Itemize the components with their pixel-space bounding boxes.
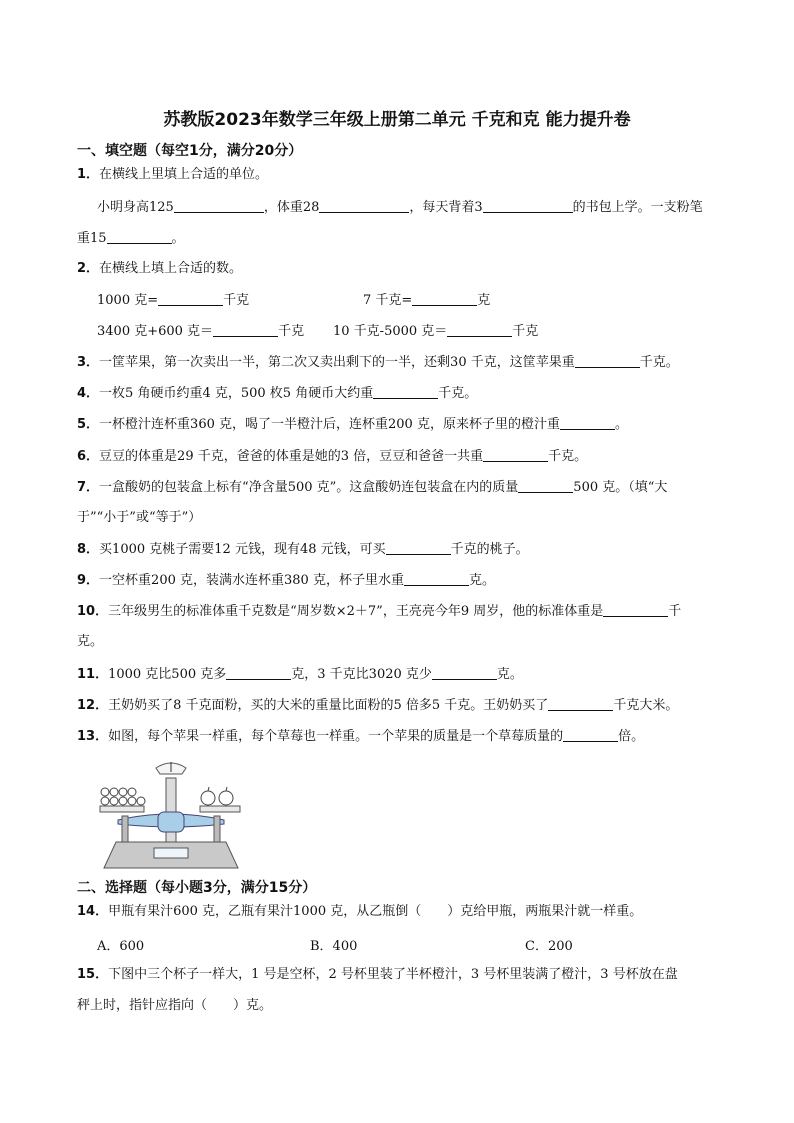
- answer-blank[interactable]: [603, 602, 668, 617]
- question-15-line-2: 秤上时，指针应指向（ ）克。: [77, 998, 273, 1013]
- scale-center-cup: [158, 812, 184, 832]
- page-title: 苏教版2023年数学三年级上册第二单元 千克和克 能力提升卷: [163, 110, 631, 130]
- question-2-item-a: 1000 克= 千克: [97, 293, 250, 308]
- question-2-item-c: 3400 克+600 克＝ 千克: [97, 324, 305, 339]
- question-10-line-2: 克。: [77, 634, 104, 649]
- answer-blank[interactable]: [483, 198, 573, 213]
- section-fill-in-heading: 一、填空题（每空1分，满分20分）: [77, 143, 303, 159]
- scale-label-plate: [154, 848, 188, 858]
- question-7-line-2: 于”“小于”或“等于”）: [77, 510, 202, 525]
- answer-blank[interactable]: [373, 384, 438, 399]
- question-13: 13．如图，每个苹果一样重，每个草莓也一样重。一个苹果的质量是一个草莓质量的 倍。: [77, 729, 645, 744]
- strawberry: [128, 788, 136, 796]
- strawberry-group: [101, 788, 145, 805]
- option-a[interactable]: A．600: [97, 939, 145, 954]
- question-14: 14．甲瓶有果汁600 克，乙瓶有果汁1000 克，从乙瓶倒（ ）克给甲瓶，两瓶果汁就一样重。: [77, 904, 643, 919]
- answer-blank[interactable]: [107, 229, 172, 244]
- strawberry: [128, 797, 136, 805]
- question-1-line-1: 小明身高125 ，体重28 ，每天背着3 的书包上学。一支粉笔: [97, 200, 703, 215]
- answer-blank[interactable]: [575, 353, 640, 368]
- answer-blank[interactable]: [447, 322, 512, 337]
- question-9: 9．一空杯重200 克，装满水连杯重380 克，杯子里水重 克。: [77, 573, 495, 588]
- answer-blank[interactable]: [226, 665, 291, 680]
- strawberry: [137, 797, 145, 805]
- question-2-item-d: 10 千克-5000 克＝ 千克: [333, 324, 539, 339]
- balance-scale-illustration: [96, 760, 246, 870]
- question-5: 5．一杯橙汁连杯重360 克，喝了一半橙汁后，连杯重200 克，原来杯子里的橙汁重 。: [77, 417, 628, 432]
- question-6: 6．豆豆的体重是29 千克，爸爸的体重是她的3 倍，豆豆和爸爸一共重 千克。: [77, 449, 588, 464]
- answer-blank[interactable]: [213, 322, 278, 337]
- question-15-line-1: 15．下图中三个杯子一样大，1 号是空杯，2 号杯里装了半杯橙汁，3 号杯里装满了橙汁，3 号杯放在盘: [77, 967, 678, 982]
- question-7-line-1: 7．一盒酸奶的包装盒上标有“净含量500 克”。这盒酸奶连包装盒在内的质量 500 克。（填“大: [77, 480, 668, 495]
- answer-blank[interactable]: [386, 540, 451, 555]
- question-10-line-1: 10．三年级男生的标准体重千克数是“周岁数×2＋7”，王亮亮今年9 周岁，他的标准体重是 千: [77, 604, 682, 619]
- answer-blank[interactable]: [548, 696, 613, 711]
- strawberry: [110, 788, 118, 796]
- option-c[interactable]: C．200: [525, 939, 573, 954]
- answer-blank[interactable]: [412, 291, 477, 306]
- apple-group: [201, 787, 233, 805]
- answer-blank[interactable]: [404, 571, 469, 586]
- answer-blank[interactable]: [432, 665, 497, 680]
- answer-blank[interactable]: [174, 198, 264, 213]
- answer-blank[interactable]: [483, 447, 548, 462]
- question-11: 11．1000 克比500 克多 克，3 千克比3020 克少 克。: [77, 667, 523, 682]
- apple: [219, 791, 233, 805]
- question-3: 3．一筐苹果，第一次卖出一半，第二次又卖出剩下的一半，还剩30 千克，这筐苹果重 千克。: [77, 355, 679, 370]
- apple-stem: [208, 787, 209, 791]
- strawberry: [110, 797, 118, 805]
- answer-blank[interactable]: [158, 291, 223, 306]
- scale-left-post: [122, 816, 128, 842]
- question-2-stem: 2．在横线上填上合适的数。: [77, 261, 243, 276]
- apple-stem: [226, 787, 227, 791]
- question-1-line-2: 重15 。: [77, 231, 185, 246]
- strawberry: [101, 788, 109, 796]
- scale-right-post: [214, 816, 220, 842]
- answer-blank[interactable]: [319, 198, 409, 213]
- answer-blank[interactable]: [518, 478, 573, 493]
- option-b[interactable]: B．400: [310, 939, 358, 954]
- answer-blank[interactable]: [563, 727, 618, 742]
- strawberry: [119, 797, 127, 805]
- question-4: 4．一枚5 角硬币约重4 克，500 枚5 角硬币大约重 千克。: [77, 386, 478, 401]
- scale-right-pan: [200, 806, 240, 812]
- question-12: 12．王奶奶买了8 千克面粉，买的大米的重量比面粉的5 倍多5 千克。王奶奶买了 千克大米。: [77, 698, 679, 713]
- question-2-item-b: 7 千克= 克: [363, 293, 491, 308]
- strawberry: [101, 797, 109, 805]
- answer-blank[interactable]: [560, 415, 615, 430]
- question-8: 8．买1000 克桃子需要12 元钱，现有48 元钱，可买 千克的桃子。: [77, 542, 529, 557]
- question-1-stem: 1．在横线上里填上合适的单位。: [77, 167, 269, 182]
- section-choice-heading: 二、选择题（每小题3分，满分15分）: [77, 880, 317, 896]
- apple: [201, 791, 215, 805]
- strawberry: [119, 788, 127, 796]
- scale-left-pan: [100, 806, 144, 812]
